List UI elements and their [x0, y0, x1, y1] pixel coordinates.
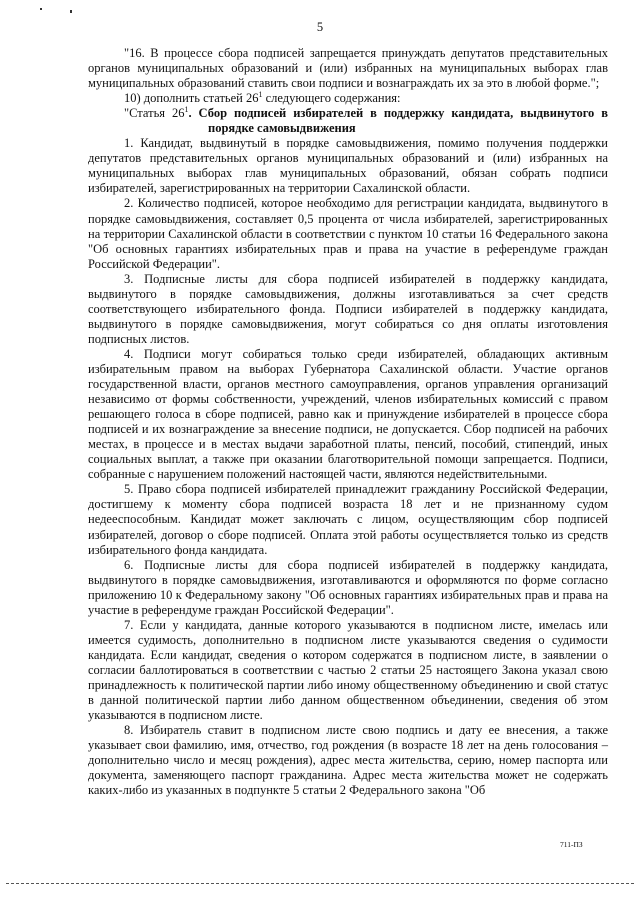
article-prefix: "Статья 26	[124, 106, 185, 121]
paragraph-part-4: 4. Подписи могут собираться только среди избирателей, обладающих активным избирательным правом на выборах Губернатора Сахалинской области. Участие органов государственной власти, органов местного самоуправления, органов управления организаций независимо от формы собственности, учреждений, членов избирательных комиссий с правом решающего голоса в сборе подписей, равно как и принуждение избирателей в процессе сбора подписей и их вознаграждение за внесение подписи, не допускается. Сбор подписей на рабочих местах, в процессе и в местах выдачи заработной платы, пенсий, пособий, стипендий, иных социальных выплат, а также при оказании благотворительной помощи запрещается. Подписи, собранные с нарушением положений настоящей части, являются недействительными.	[88, 346, 608, 482]
scan-edge-line	[6, 883, 634, 884]
article-superscript: 1	[184, 105, 189, 115]
superscript: 1	[258, 89, 263, 99]
article-heading	[88, 106, 608, 136]
paragraph-part-7: 7. Если у кандидата, данные которого указываются в подписном листе, имелась или имеется судимость, дополнительно в подписном листе указываются сведения о судимости кандидата. Если кандидат, сведения о котором содержатся в подписном листе, в заявлении о согласии баллотироваться в соответствии с частью 2 статьи 25 настоящего Закона указал свою принадлежность к политической партии либо иному общественному объединению и свой статус в данной политической партии либо данном общественном объединении, сведения об этом указываются в подписном листе.	[88, 617, 608, 723]
document-body	[88, 46, 608, 798]
paragraph-part-1: 1. Кандидат, выдвинутый в порядке самовыдвижения, помимо получения поддержки депутатов представительных органов муниципальных образований и (или) избранных на муниципальных выборах глав муниципальных образований, обязан собрать подписи избирателей, зарегистрированных на территории Сахалинской области.	[88, 136, 608, 196]
paragraph-amendment-16: "16. В процессе сбора подписей запрещается принуждать депутатов представительных органов муниципальных образований и (или) избранных на муниципальных выборах глав муниципальных образований ставить свои подписи и вознаграждать их за это в любой форме.";	[88, 46, 608, 91]
scan-speck	[40, 8, 42, 10]
document-code: 711-ПЗ	[560, 840, 583, 849]
paragraph-part-8: 8. Избиратель ставит в подписном листе свою подпись и дату ее внесения, а также указывает свои фамилию, имя, отчество, год рождения (в возрасте 18 лет на день голосования – дополнительно число и месяц рождения), адрес места жительства, серию, номер паспорта или документа, заменяющего паспорт гражданина. Адрес места жительства может не содержать каких-либо из указанных в подпункте 5 статьи 2 Федерального закона "Об	[88, 723, 608, 798]
paragraph-part-3: 3. Подписные листы для сбора подписей избирателей в поддержку кандидата, выдвинутого в порядке самовыдвижения, должны изготавливаться за счет средств соответствующего избирательного фонда. Подписи избирателей в поддержку кандидата, выдвинутого в порядке самовыдвижения, могут собираться со дня оплаты изготовления подписных листов.	[88, 271, 608, 346]
paragraph-item-10	[88, 91, 608, 106]
page-number: 5	[316, 20, 324, 34]
article-title: . Сбор подписей избирателей в поддержку кандидата, выдвинутого в порядке самовыдвижения	[188, 106, 609, 136]
item-10-tail: следующего содержания:	[262, 91, 401, 106]
paragraph-part-5: 5. Право сбора подписей избирателей принадлежит гражданину Российской Федерации, достигшему к моменту сбора подписей возраста 18 лет и не признанному судом недееспособным. Кандидат может заключать с лицом, осуществляющим сбор подписей избирателей, договор о сборе подписей. Оплата этой работы осуществляется только из средств избирательного фонда кандидата.	[88, 482, 608, 557]
item-10-text: 10) дополнить статьей 26	[124, 91, 259, 106]
paragraph-part-6: 6. Подписные листы для сбора подписей избирателей в поддержку кандидата, выдвинутого в порядке самовыдвижения, изготавливаются и оформляются по форме согласно приложению 10 к Федеральному закону "Об основных гарантиях избирательных прав и права на участие в референдуме граждан Российской Федерации".	[88, 557, 608, 617]
paragraph-part-2: 2. Количество подписей, которое необходимо для регистрации кандидата, выдвинутого в порядке самовыдвижения, составляет 0,5 процента от числа избирателей, зарегистрированных на территории Сахалинской области в соответствии с пунктом 10 статьи 16 Федерального закона "Об основных гарантиях избирательных прав и права на участие в референдуме граждан Российской Федерации".	[88, 196, 608, 271]
scan-speck	[70, 10, 72, 13]
